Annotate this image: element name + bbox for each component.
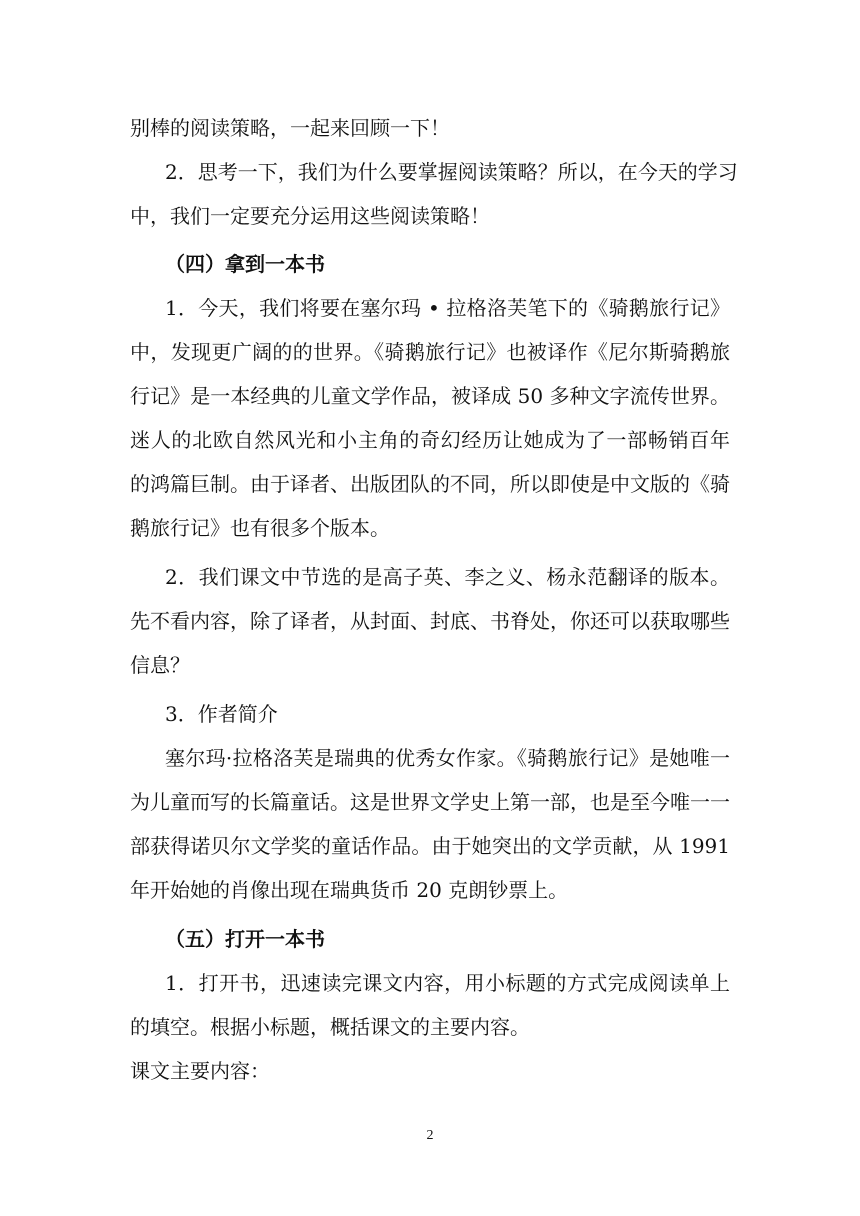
- text-line: 鹅旅行记》也有很多个版本。: [130, 516, 390, 540]
- page-number: 2: [426, 1128, 434, 1143]
- text-line: 2．思考一下，我们为什么要掌握阅读策略？所以，在今天的学习: [165, 160, 738, 184]
- text-line: 迷人的北欧自然风光和小主角的奇幻经历让她成为了一部畅销百年: [130, 428, 730, 452]
- text-line: 中，我们一定要充分运用这些阅读策略！: [130, 204, 490, 228]
- text-line: 2．我们课文中节选的是高子英、李之义、杨永范翻译的版本。: [165, 565, 730, 589]
- text-line: 的填空。根据小标题，概括课文的主要内容。: [130, 1015, 530, 1039]
- section-heading: （四）拿到一本书: [165, 252, 325, 276]
- text-line: 课文主要内容：: [130, 1059, 270, 1083]
- section-heading: （五）打开一本书: [165, 927, 325, 951]
- text-line: 部获得诺贝尔文学奖的童话作品。由于她突出的文学贡献，从 1991: [130, 834, 730, 858]
- text-line: 中，发现更广阔的的世界。《骑鹅旅行记》也被译作《尼尔斯骑鹅旅: [130, 340, 730, 364]
- text-line: 别棒的阅读策略，一起来回顾一下！: [130, 116, 450, 140]
- text-line: 年开始她的肖像出现在瑞典货币 20 克朗钞票上。: [130, 878, 569, 902]
- text-line: 1．打开书，迅速读完课文内容，用小标题的方式完成阅读单上: [165, 971, 730, 995]
- text-line: 信息？: [130, 653, 190, 677]
- text-line: 行记》是一本经典的儿童文学作品，被译成 50 多种文字流传世界。: [130, 384, 730, 408]
- text-line: 3．作者简介: [165, 702, 278, 726]
- text-line: 先不看内容，除了译者，从封面、封底、书脊处，你还可以获取哪些: [130, 609, 730, 633]
- text-line: 塞尔玛·拉格洛芙是瑞典的优秀女作家。《骑鹅旅行记》是她唯一: [165, 746, 730, 770]
- text-line: 1．今天，我们将要在塞尔玛 • 拉格洛芙笔下的《骑鹅旅行记》: [165, 296, 730, 320]
- text-line: 的鸿篇巨制。由于译者、出版团队的不同，所以即使是中文版的《骑: [130, 472, 730, 496]
- text-line: 为儿童而写的长篇童话。这是世界文学史上第一部，也是至今唯一一: [130, 790, 730, 814]
